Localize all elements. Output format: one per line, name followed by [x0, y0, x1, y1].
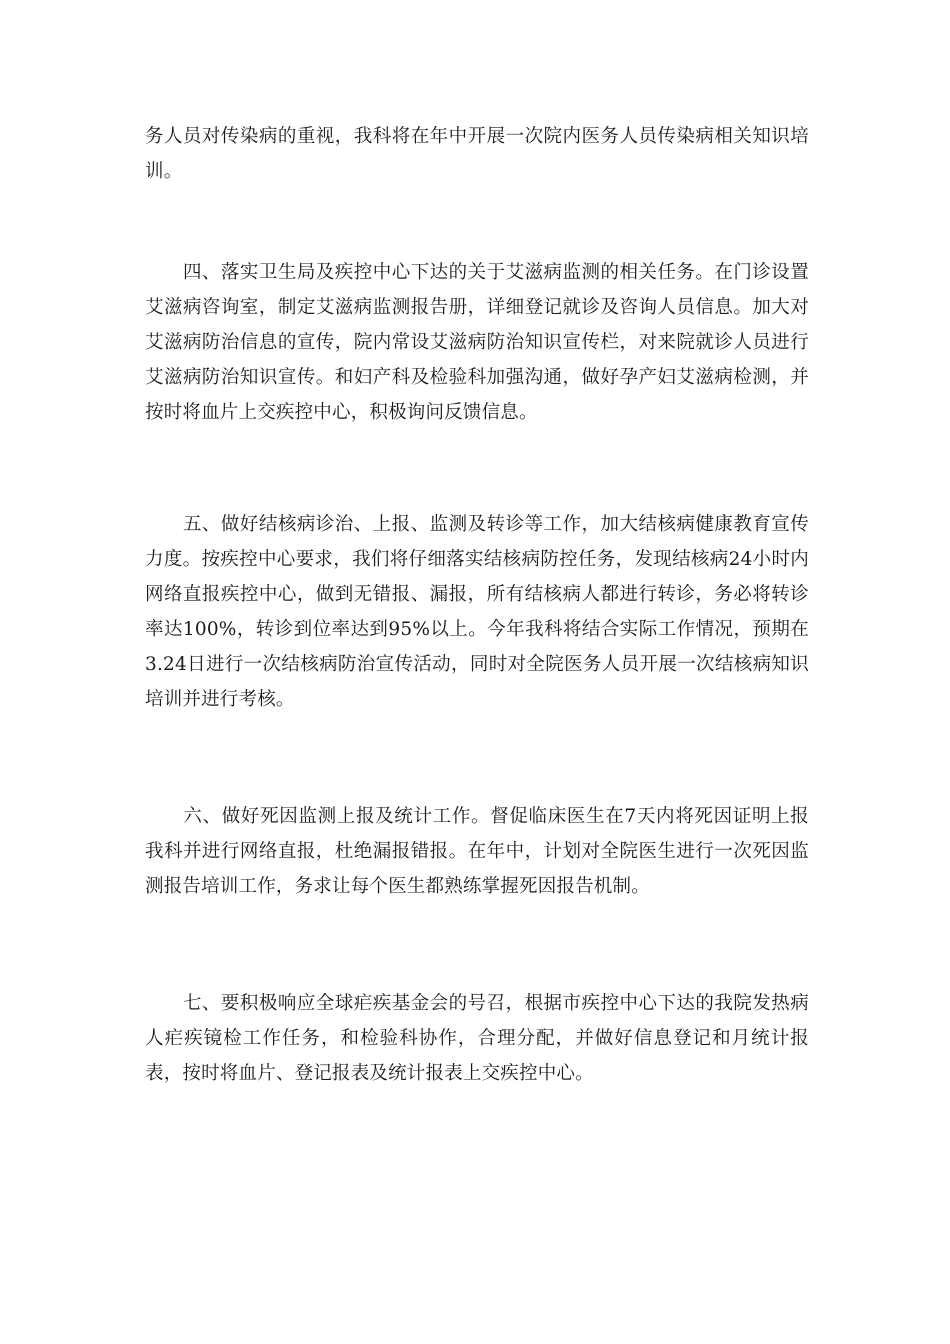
paragraph-section-6: 六、做好死因监测上报及统计工作。督促临床医生在7天内将死因证明上报我科并进行网络直报，杜绝漏报错报。在年中，计划对全院医生进行一次死因监测报告培训工作，务求让每个医生都熟练掌握死因报告机制。: [145, 806, 809, 897]
paragraph-continuation: 务人员对传染病的重视，我科将在年中开展一次院内医务人员传染病相关知识培训。: [145, 126, 809, 182]
paragraph-section-5: 五、做好结核病诊治、上报、监测及转诊等工作，加大结核病健康教育宣传力度。按疾控中心要求，我们将仔细落实结核病防控任务，发现结核病24小时内网络直报疾控中心，做到无错报、漏报，所有结核病人都进行转诊，务必将转诊率达100%，转诊到位率达到95%以上。今年我科将结合实际工作情况，预期在3.24日进行一次结核病防治宣传活动，同时对全院医务人员开展一次结核病知识培训并进行考核。: [145, 514, 809, 710]
paragraph-section-4: 四、落实卫生局及疾控中心下达的关于艾滋病监测的相关任务。在门诊设置艾滋病咨询室，制定艾滋病监测报告册，详细登记就诊及咨询人员信息。加大对艾滋病防治信息的宣传，院内常设艾滋病防治知识宣传栏，对来院就诊人员进行艾滋病防治知识宣传。和妇产科及检验科加强沟通，做好孕产妇艾滋病检测，并按时将血片上交疾控中心，积极询问反馈信息。: [145, 262, 809, 423]
paragraph-section-7: 七、要积极响应全球疟疾基金会的号召，根据市疾控中心下达的我院发热病人疟疾镜检工作任务，和检验科协作，合理分配，并做好信息登记和月统计报表，按时将血片、登记报表及统计报表上交疾控中心。: [145, 993, 809, 1084]
